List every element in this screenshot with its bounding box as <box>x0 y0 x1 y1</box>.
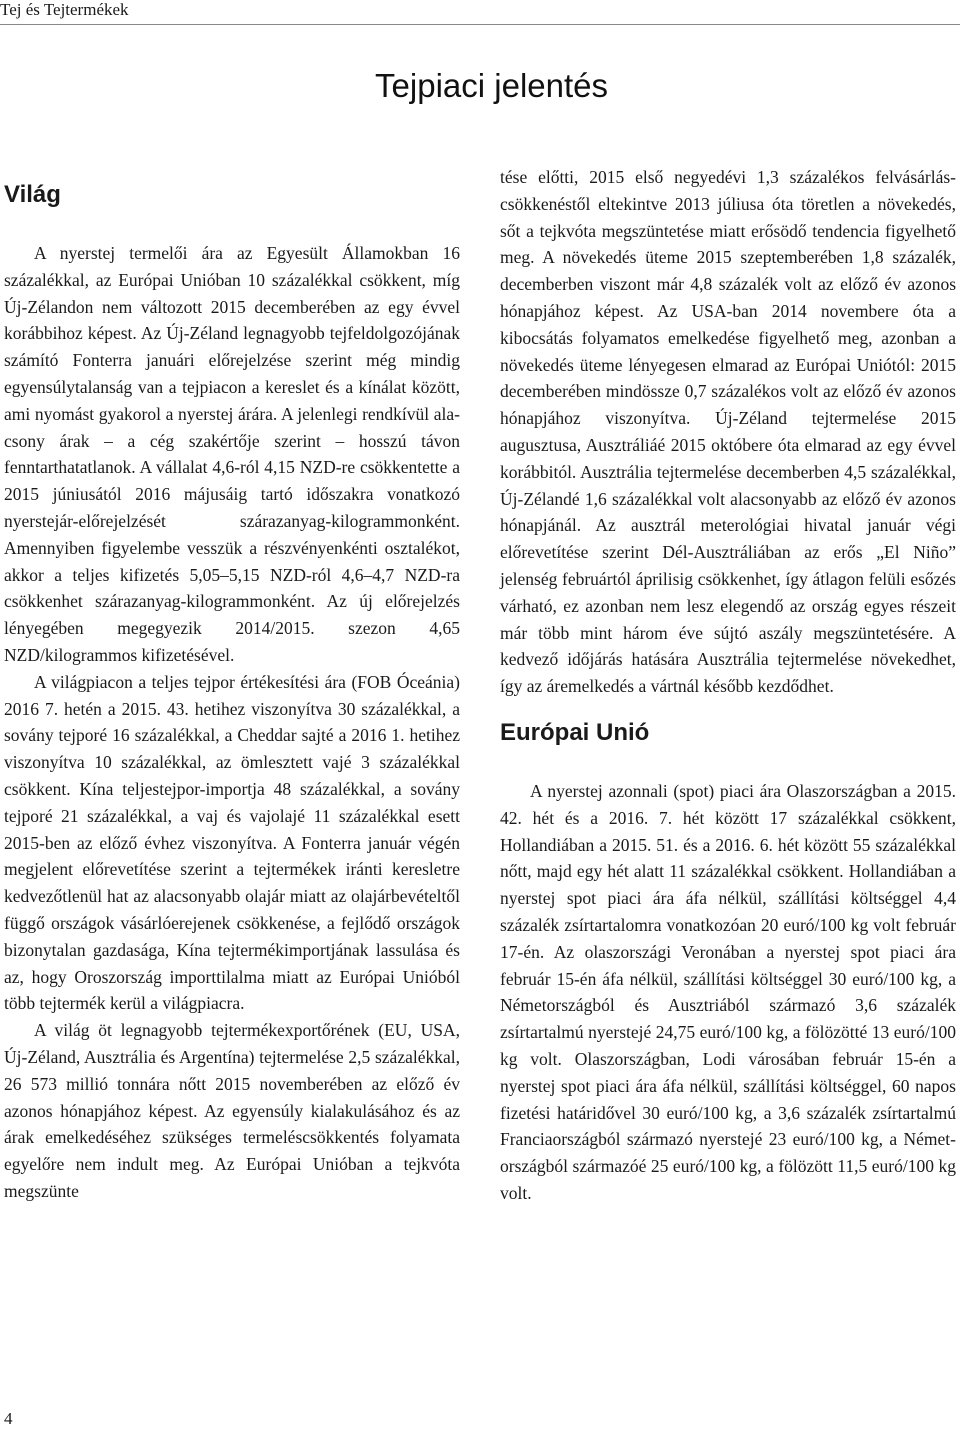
section-heading-vilag: Világ <box>4 181 61 208</box>
running-head: Tej és Tejtermékek <box>0 0 129 19</box>
section-heading-europai-unio: Európai Unió <box>500 718 650 746</box>
header-divider <box>0 24 960 25</box>
paragraph: A nyerstej termelői ára az Egyesült Államokban 16 százalékkal, az Európai Unióban 10 százalékkal csökkent, míg Új-Zélandon nem változott 2015 decemberében az egy évvel korábbihoz képest. Az Új-Zéland legnagyobb tejfeldolgozójának számító Fonterra januári előrejelzése szerint még mindig egyensúlytalanság van a tejpiacon a kereslet és a kínálat között, ami nyomást gyakorol a nyerstej árára. A jelenlegi rendkívül alacsony árak – a cég szakértője szerint – hosszú távon fenntarthatatlanok. A vállalat 4,6-ról 4,15 NZD-re csökkentette a 2015 júniusától 2016 májusáig tartó időszakra vonatkozó nyerstejár-előrejelzését szárazanyag-kilogrammonként. Amennyiben figyelembe vesszük a részvényenkénti osztalékot, akkor a teljes kifizetés 5,05–5,15 NZD-ról 4,6–4,7 NZD-ra csökkenhet szárazanyag-kilogrammonként. Az új előrejelzés lényegében megegyezik 2014/2015. szezon 4,65 NZD/kilogrammos kifizetésével. <box>4 243 460 665</box>
page-title: Tejpiaci jelentés <box>375 67 608 104</box>
page-number: 4 <box>4 1409 13 1428</box>
right-column <box>500 164 956 1207</box>
paragraph: A nyerstej azonnali (spot) piaci ára Olaszországban a 2015. 42. hét és a 2016. 7. hét között 17 százalékkal csökkent, Hollandiában a 2015. 51. és a 2016. 6. hét között 55 százalékkal nőtt, majd egy hét alatt 11 százalékkal csökkent. Hollandiában a nyerstej spot piaci ára áfa nélkül, szállítási költséggel 4,4 százalék zsírtartalomra vonatkozóan 20 euró/100 kg volt február 17-én. Az olaszországi Veronában a nyerstej spot piaci ára február 15-én áfa nélkül, szállítási költséggel 30 euró/100 kg, a Németországból és Ausztriából származó 3,6 százalék zsírtartalmú nyerstejé 24,75 euró/100 kg, a fölözötté 13 euró/100 kg volt. Olaszországban, Lodi városában február 15-én a nyerstej spot piaci ára áfa nélkül, szállítási költséggel, 60 napos fizetési határidővel 30 euró/100 kg, a 3,6 százalék zsírtartalmú Franciaországból származó nyerstejé 23 euró/100 kg, a Németországból származóé 25 euró/100 kg, a fölözött 11,5 euró/100 kg volt. <box>500 780 956 1203</box>
paragraph: A világpiacon a teljes tejpor értékesítési ára (FOB Óceánia) 2016 7. hetén a 2015. 43. hetihez viszonyítva 30 százalékkal, a sovány tejporé 16 százalékkal, a Cheddar sajté a 2016 1. hetihez viszonyítva 10 százalékkal, az ömlesztett vajé 3 százalékkal csökkent. Kína teljestejpor-importja 48 százalékkal, a sovány tejporé 21 százalékkal, a vaj és vajolajé 11 százalékkal esett 2015-ben az előző évhez viszonyítva. A Fonterra január végén megjelent előrevetítése szerint a tejtermékek iránti keresletre kedvezőtlenül hat az alacsonyabb olajár miatt az olajárbevételtől függő országok vásárlóerejenek csökkenése, a fejlődő országok bizonytalan gazdasága, Kína tejtermékimportjának lassulása és az, hogy Oroszország importtilalma miatt az Európai Unióból több tejtermék kerül a világpiacra. <box>4 671 460 1014</box>
paragraph: A világ öt legnagyobb tejtermékexportőrének (EU, USA, Új-Zéland, Ausztrália és Argentína) tejtermelése 2,5 százalékkal, 26 573 millió tonnára nőtt 2015 novemberében az előző év azonos hónapjához képest. Az egyensúly kialakulásához és az árak emelkedéséhez szükséges termeléscsökkentés folyamata egyelőre nem indult meg. Az Európai Unióban a tejkvóta megszünte <box>4 1020 460 1201</box>
left-column <box>4 180 460 1205</box>
paragraph-continued: tése előtti, 2015 első negyedévi 1,3 százalékos felvásárlás-csökkenéstől eltekintve 2013 júliusa óta töretlen a növekedés, sőt a tejkvóta megszüntetése miatt erősödő tendencia figyelhető meg. A növekedés üteme 2015 szeptemberében 1,8 százalék, decemberben viszont már 4,8 százalék volt az előző év azonos hónapjához képest. Az USA-ban 2014 novembere óta a kibocsátás folyamatos emelkedése figyelhető meg, azonban a növekedés üteme lényegesen elmarad az Európai Uniótól: 2015 decemberében mindössze 0,7 százalékos volt az előző év azonos hónapjához viszonyítva. Új-Zéland tejtermelése 2015 augusztusa, Ausztráliáé 2015 októbere óta elmarad az egy évvel korábbitól. Ausztrália tejtermelése decemberben 4,5 százalékkal, Új-Zélandé 1,6 százalékkal volt alacsonyabb az előző év azonos hónapjánál. Az ausztrál meterológiai hivatal január végi előrevetítése szerint Dél-Ausztráliában az erős „El Niño” jelenség februártól áprilisig csökkenhet, így átlagon felüli esőzés várható, ez azonban nem lesz elegendő az ország egyes részeit már több mint három éve sújtó aszály megszüntetésére. A kedvező időjárás hatására Ausztrália tejtermelése növekedhet, így az áremelkedés a vártnál később kezdődhet. <box>500 167 956 697</box>
